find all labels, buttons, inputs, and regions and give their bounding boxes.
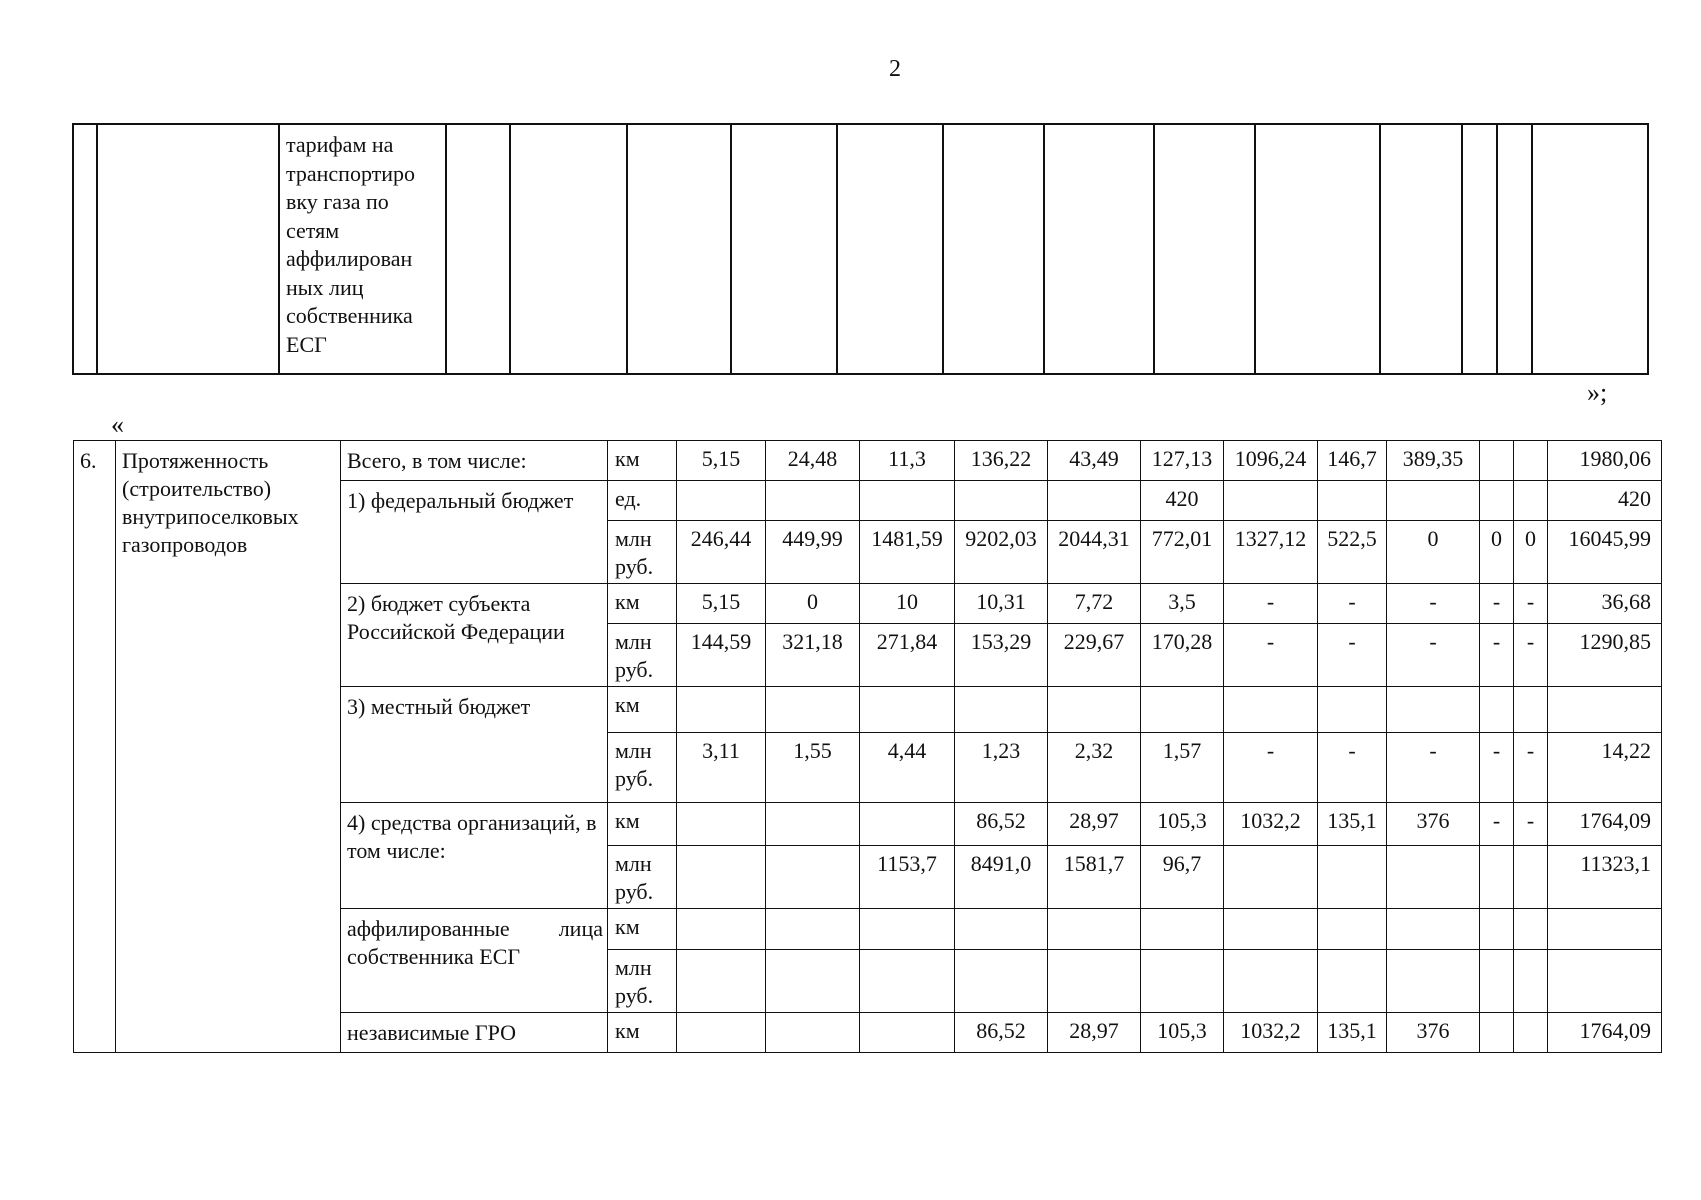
indicator-line: Протяженность [122,448,269,473]
value-cell [1387,481,1480,521]
value-cell [1480,481,1514,521]
value-cell [1224,481,1318,521]
value-cell [1048,687,1141,733]
value-cell [860,481,955,521]
opening-quote: « [111,410,124,439]
total-cell [1548,950,1662,1013]
tariff-text [280,125,445,359]
value-cell: 1096,24 [1224,441,1318,481]
value-cell: 1581,7 [1048,846,1141,909]
value-cell: - [1514,803,1548,846]
value-cell [955,481,1048,521]
value-cell [955,687,1048,733]
value-cell [1318,950,1387,1013]
value-cell: 1032,2 [1224,1013,1318,1053]
value-cell [1480,687,1514,733]
source-label: аффилированные лица собственника ЕСГ [341,909,608,1013]
value-cell [677,803,766,846]
total-cell: 16045,99 [1548,521,1662,584]
total-cell: 1290,85 [1548,624,1662,687]
value-cell: - [1224,733,1318,803]
value-cell: 1481,59 [860,521,955,584]
value-cell: 10 [860,584,955,624]
value-cell [677,481,766,521]
value-cell [860,909,955,950]
value-cell [677,687,766,733]
value-cell: - [1514,624,1548,687]
value-cell: 146,7 [1318,441,1387,481]
value-cell [677,950,766,1013]
value-cell: - [1480,733,1514,803]
value-cell: 420 [1141,481,1224,521]
value-cell: 11,3 [860,441,955,481]
indicator-name [116,441,341,1053]
value-cell [1387,687,1480,733]
value-cell [1141,687,1224,733]
value-cell: 96,7 [1141,846,1224,909]
value-cell: - [1387,733,1480,803]
value-cell [1480,950,1514,1013]
value-cell: 2044,31 [1048,521,1141,584]
value-cell [766,909,860,950]
value-cell: - [1480,584,1514,624]
value-cell [766,846,860,909]
value-cell [1224,846,1318,909]
value-cell [1224,909,1318,950]
value-cell [1480,1013,1514,1053]
value-cell [766,950,860,1013]
value-cell [1514,950,1548,1013]
value-cell: 246,44 [677,521,766,584]
cell [1497,124,1532,374]
source-label: независимые ГРО [341,1013,608,1053]
cell [73,124,97,374]
text-line: вку газа по [286,189,389,214]
value-cell [1387,950,1480,1013]
source-label: 4) средства организаций, в том числе: [341,803,608,909]
value-cell: 4,44 [860,733,955,803]
source-label: 3) местный бюджет [341,687,608,803]
value-cell [1048,909,1141,950]
value-cell [766,1013,860,1053]
cell [510,124,627,374]
cell [97,124,279,374]
value-cell: 1,23 [955,733,1048,803]
value-cell: 3,11 [677,733,766,803]
value-cell: 7,72 [1048,584,1141,624]
total-cell: 11323,1 [1548,846,1662,909]
value-cell [1514,1013,1548,1053]
value-cell: - [1224,624,1318,687]
value-cell: 321,18 [766,624,860,687]
source-label: Всего, в том числе: [341,441,608,481]
value-cell [955,909,1048,950]
total-cell [1548,909,1662,950]
value-cell [860,950,955,1013]
total-cell: 420 [1548,481,1662,521]
value-cell: 86,52 [955,1013,1048,1053]
value-cell: 522,5 [1318,521,1387,584]
cell [1154,124,1255,374]
value-cell: 229,67 [1048,624,1141,687]
value-cell: 772,01 [1141,521,1224,584]
value-cell: 449,99 [766,521,860,584]
value-cell: 0 [1387,521,1480,584]
value-cell [1514,481,1548,521]
value-cell: 376 [1387,803,1480,846]
value-cell: 153,29 [955,624,1048,687]
value-cell: - [1514,584,1548,624]
value-cell [955,950,1048,1013]
cell [1044,124,1154,374]
value-cell [1514,441,1548,481]
indicator-line: (строительство) [122,476,272,501]
total-cell: 36,68 [1548,584,1662,624]
value-cell: 28,97 [1048,803,1141,846]
value-cell [1318,687,1387,733]
value-cell: - [1318,733,1387,803]
value-cell: 1327,12 [1224,521,1318,584]
text-line: ЕСГ [286,331,327,357]
unit-cell: км [608,909,677,950]
value-cell: 0 [1480,521,1514,584]
value-cell [766,803,860,846]
value-cell [1514,846,1548,909]
value-cell: 170,28 [1141,624,1224,687]
value-cell: 2,32 [1048,733,1141,803]
value-cell: 5,15 [677,584,766,624]
unit-cell: млн руб. [608,733,677,803]
value-cell [860,687,955,733]
value-cell [1480,846,1514,909]
cell [943,124,1044,374]
table-row [74,441,1662,481]
text-line: аффилирован [286,246,413,271]
value-cell: 8491,0 [955,846,1048,909]
value-cell: 24,48 [766,441,860,481]
value-cell: 86,52 [955,803,1048,846]
value-cell [1514,687,1548,733]
unit-cell: км [608,441,677,481]
value-cell: 1,57 [1141,733,1224,803]
value-cell: - [1514,733,1548,803]
value-cell: 10,31 [955,584,1048,624]
cell [837,124,943,374]
unit-cell: млн руб. [608,521,677,584]
row-number: 6. [74,441,116,1053]
value-cell: 376 [1387,1013,1480,1053]
value-cell: - [1480,803,1514,846]
value-cell [766,481,860,521]
indicator-line: внутрипоселковых [122,504,299,529]
value-cell: 271,84 [860,624,955,687]
continuation-table [72,123,1649,375]
text-line: тарифам на [286,132,394,157]
cell [1532,124,1648,374]
cell [1462,124,1497,374]
value-cell [860,1013,955,1053]
value-cell [1318,909,1387,950]
value-cell [677,846,766,909]
indicator-line: газопроводов [122,532,248,557]
total-cell: 14,22 [1548,733,1662,803]
total-cell: 1764,09 [1548,803,1662,846]
total-cell [1548,687,1662,733]
unit-cell: км [608,687,677,733]
value-cell: 5,15 [677,441,766,481]
value-cell: - [1387,584,1480,624]
value-cell: 1032,2 [1224,803,1318,846]
value-cell: - [1387,624,1480,687]
unit-cell: км [608,1013,677,1053]
cell-tariff-text [279,124,446,374]
value-cell [1480,909,1514,950]
value-cell: - [1318,584,1387,624]
cell [446,124,510,374]
value-cell [860,803,955,846]
total-cell: 1764,09 [1548,1013,1662,1053]
text-line: сетям [286,217,340,243]
value-cell [677,909,766,950]
value-cell: 1153,7 [860,846,955,909]
value-cell: 389,35 [1387,441,1480,481]
value-cell: 0 [1514,521,1548,584]
value-cell [1224,950,1318,1013]
value-cell: 105,3 [1141,803,1224,846]
value-cell: 0 [766,584,860,624]
value-cell [1480,441,1514,481]
unit-cell: млн руб. [608,846,677,909]
cell [627,124,731,374]
unit-cell: млн руб. [608,624,677,687]
value-cell: 144,59 [677,624,766,687]
total-cell: 1980,06 [1548,441,1662,481]
value-cell [1387,846,1480,909]
value-cell [1224,687,1318,733]
value-cell [1048,950,1141,1013]
value-cell: - [1318,624,1387,687]
value-cell [1318,481,1387,521]
closing-quote: »; [1587,378,1608,407]
value-cell: 9202,03 [955,521,1048,584]
value-cell: 136,22 [955,441,1048,481]
text-line: транспортиро [286,160,416,186]
value-cell: - [1224,584,1318,624]
unit-cell: км [608,803,677,846]
value-cell [1514,909,1548,950]
value-cell: 28,97 [1048,1013,1141,1053]
value-cell: 135,1 [1318,1013,1387,1053]
value-cell [766,687,860,733]
main-table [73,440,1662,1053]
text-line: ных лиц [286,274,364,300]
page-number: 2 [889,56,901,82]
text-line: собственника [286,303,413,328]
value-cell [1141,909,1224,950]
value-cell: 1,55 [766,733,860,803]
cell [731,124,837,374]
unit-cell: км [608,584,677,624]
value-cell: 3,5 [1141,584,1224,624]
value-cell: 127,13 [1141,441,1224,481]
value-cell [1387,909,1480,950]
value-cell: 43,49 [1048,441,1141,481]
value-cell [1141,950,1224,1013]
cell [1380,124,1462,374]
source-label: 2) бюджет субъекта Российской Федерации [341,584,608,687]
unit-cell: млн руб. [608,950,677,1013]
value-cell: - [1480,624,1514,687]
value-cell [1048,481,1141,521]
unit-cell: ед. [608,481,677,521]
source-label: 1) федеральный бюджет [341,481,608,584]
value-cell [677,1013,766,1053]
value-cell: 105,3 [1141,1013,1224,1053]
cell [1255,124,1380,374]
value-cell [1318,846,1387,909]
value-cell: 135,1 [1318,803,1387,846]
